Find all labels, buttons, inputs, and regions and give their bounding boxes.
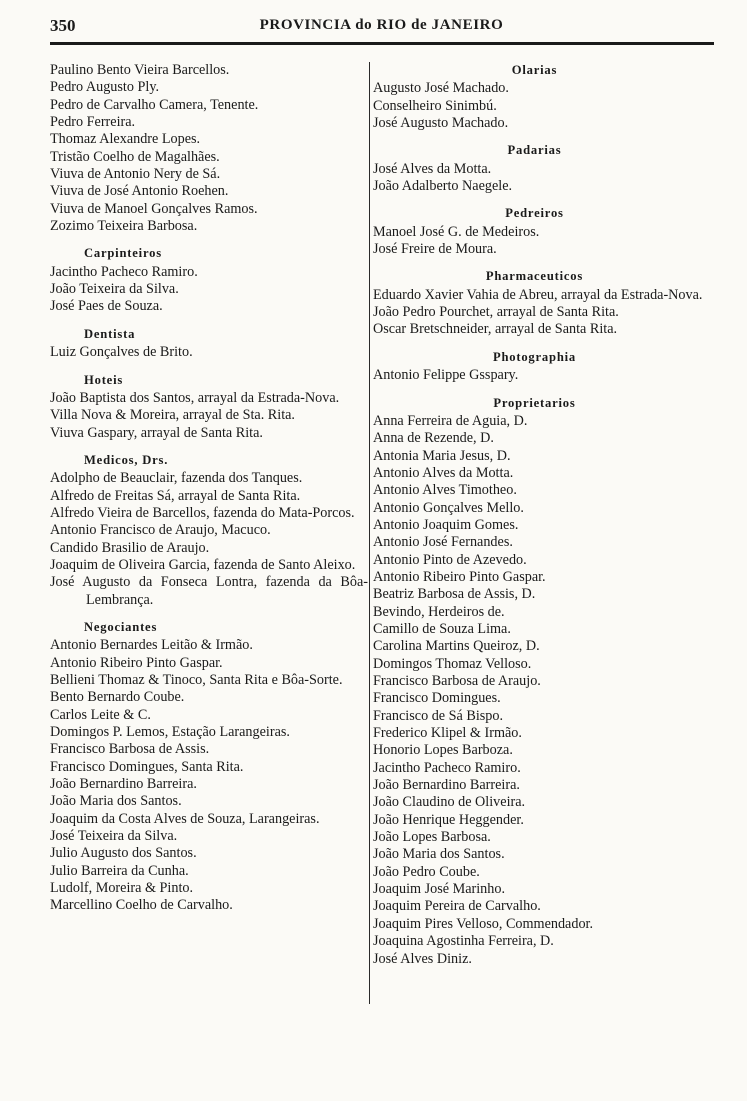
- section-negociantes: [50, 619, 368, 915]
- list-item: Thomaz Alexandre Lopes.: [50, 131, 201, 148]
- list-item: Francisco de Sá Bispo.: [373, 707, 504, 724]
- list-item: Luiz Gonçalves de Brito.: [50, 344, 193, 361]
- list-item: João Claudino de Oliveira.: [373, 794, 526, 811]
- section-pedreiros: [373, 205, 716, 258]
- list-item: Honorio Lopes Barboza.: [373, 742, 513, 759]
- list-item: Francisco Domingues, Santa Rita.: [50, 758, 244, 775]
- list-item: Manoel José G. de Medeiros.: [373, 223, 540, 240]
- list-item: João Lopes Barbosa.: [373, 829, 491, 846]
- page-header: [50, 14, 713, 40]
- section-proprietarios: [373, 395, 716, 968]
- section-heading: Photographia: [492, 349, 577, 364]
- list-item: Villa Nova & Moreira, arrayal de Sta. Rita.: [50, 407, 295, 424]
- list-item: Bellieni Thomaz & Tinoco, Santa Rita e Bôa-Sorte.: [50, 672, 343, 688]
- list-item: Pedro Ferreira.: [50, 114, 136, 131]
- list-item: Antonia Maria Jesus, D.: [373, 447, 511, 464]
- list-item: José Teixeira da Silva.: [50, 828, 178, 845]
- section-medicos: [50, 452, 368, 609]
- list-item: João Maria dos Santos.: [50, 793, 182, 810]
- list-item: Antonio Ribeiro Pinto Gaspar.: [373, 568, 546, 585]
- list-item: Paulino Bento Vieira Barcellos.: [50, 62, 230, 78]
- list-item: Oscar Bretschneider, arrayal de Santa Rita.: [373, 321, 618, 338]
- left-column: [50, 62, 368, 915]
- list-item: Zozimo Teixeira Barbosa.: [50, 218, 198, 235]
- list-item: Viuva de José Antonio Roehen.: [50, 183, 229, 200]
- section-carpinteiros: [50, 245, 368, 315]
- list-item: José Freire de Moura.: [373, 241, 497, 258]
- column-divider: [369, 62, 370, 1004]
- list-item: Antonio Ribeiro Pinto Gaspar.: [50, 654, 223, 671]
- list-item: Julio Augusto dos Santos.: [50, 845, 197, 862]
- list-item: Antonio Alves Timotheo.: [373, 482, 517, 499]
- list-item: Candido Brasilio de Araujo.: [50, 539, 210, 556]
- list-item: Jacintho Pacheco Ramiro.: [50, 263, 198, 280]
- list-item: Francisco Domingues.: [373, 690, 501, 707]
- list-item: João Adalberto Naegele.: [373, 178, 513, 195]
- list-item: Anna Ferreira de Aguia, D.: [373, 412, 528, 429]
- list-item: Antonio José Fernandes.: [373, 534, 513, 551]
- list-item: João Teixeira da Silva.: [50, 281, 179, 298]
- section-heading: Medicos, Drs.: [84, 452, 169, 467]
- section-heading: Carpinteiros: [84, 246, 162, 261]
- list-item: Francisco Barbosa de Araujo.: [373, 673, 541, 689]
- list-item: Anna de Rezende, D.: [373, 430, 494, 447]
- list-item: João Pedro Coube.: [373, 863, 480, 880]
- list-item: José Alves da Motta.: [373, 160, 492, 177]
- list-item: José Augusto Machado.: [373, 115, 509, 132]
- list-item: Bento Bernardo Coube.: [50, 689, 185, 706]
- list-item: Antonio Bernardes Leitão & Irmão.: [50, 637, 253, 654]
- list-item: João Pedro Pourchet, arrayal de Santa Rita.: [373, 304, 619, 321]
- page-number: 350: [50, 16, 76, 35]
- list-item: José Alves Diniz.: [373, 950, 472, 967]
- list-item: Joaquim de Oliveira Garcia, fazenda de Santo Aleixo.: [50, 556, 356, 573]
- right-column: [373, 62, 716, 968]
- list-item: Joaquina Agostinha Ferreira, D.: [373, 933, 554, 950]
- list-item: Antonio Francisco de Araujo, Macuco.: [50, 522, 271, 539]
- list-item: Camillo de Souza Lima.: [373, 620, 511, 637]
- list-item: João Maria dos Santos.: [373, 846, 505, 863]
- list-item: Joaquim da Costa Alves de Souza, Larangeiras.: [50, 810, 320, 827]
- list-item: Carolina Martins Queiroz, D.: [373, 638, 540, 655]
- section-pharmaceuticos: [373, 268, 716, 338]
- list-item: Alfredo Vieira de Barcellos, fazenda do Mata-Porcos.: [50, 504, 355, 521]
- list-item: João Henrique Heggender.: [373, 811, 524, 828]
- list-item: Carlos Leite & C.: [50, 706, 151, 723]
- list-item: Joaquim Pereira de Carvalho.: [373, 898, 541, 915]
- section-heading: Padarias: [507, 143, 562, 158]
- list-item: Joaquim José Marinho.: [373, 881, 506, 898]
- list-item: Adolpho de Beauclair, fazenda dos Tanques.: [50, 470, 303, 487]
- list-item: Antonio Joaquim Gomes.: [373, 516, 519, 533]
- list-item: Francisco Barbosa de Assis.: [50, 741, 210, 758]
- list-item: Viuva Gaspary, arrayal de Santa Rita.: [50, 424, 263, 441]
- list-item: José Augusto da Fonseca Lontra, fazenda da Bôa-Lembrança.: [50, 574, 368, 608]
- list-item: João Baptista dos Santos, arrayal da Estrada-Nova.: [50, 389, 340, 406]
- section-heading: Dentista: [84, 326, 136, 341]
- section-padarias: [373, 142, 716, 195]
- list-item: Antonio Felippe Gsspary.: [373, 367, 519, 384]
- list-item: Domingos Thomaz Velloso.: [373, 655, 532, 672]
- list-item: Frederico Klipel & Irmão.: [373, 725, 522, 742]
- continued-entries: [50, 62, 368, 235]
- list-item: Joaquim Pires Velloso, Commendador.: [373, 915, 594, 932]
- list-item: Conselheiro Sinimbú.: [373, 97, 497, 114]
- section-heading: Hoteis: [84, 372, 124, 387]
- list-item: Ludolf, Moreira & Pinto.: [50, 880, 194, 897]
- list-item: Viuva de Antonio Nery de Sá.: [50, 166, 221, 183]
- section-olarias: [373, 62, 716, 132]
- list-item: Alfredo de Freitas Sá, arrayal de Santa Rita.: [50, 487, 301, 504]
- list-item: Eduardo Xavier Vahia de Abreu, arrayal da Estrada-Nova.: [373, 286, 703, 303]
- list-item: Viuva de Manoel Gonçalves Ramos.: [50, 200, 258, 217]
- list-item: Beatriz Barbosa de Assis, D.: [373, 586, 536, 603]
- section-heading: Olarias: [511, 63, 558, 77]
- list-item: Tristão Coelho de Magalhães.: [50, 148, 220, 165]
- list-item: Julio Barreira da Cunha.: [50, 862, 189, 879]
- running-title: PROVINCIA do RIO de JANEIRO: [259, 17, 504, 33]
- section-heading: Negociantes: [84, 619, 158, 634]
- list-item: José Paes de Souza.: [50, 298, 163, 315]
- list-item: Augusto José Machado.: [373, 80, 509, 97]
- section-hoteis: [50, 372, 368, 442]
- section-dentista: [50, 326, 368, 362]
- list-item: Marcellino Coelho de Carvalho.: [50, 897, 233, 914]
- list-item: Antonio Gonçalves Mello.: [373, 499, 524, 516]
- list-item: João Bernardino Barreira.: [50, 776, 197, 793]
- list-item: Jacintho Pacheco Ramiro.: [373, 759, 521, 776]
- list-item: Pedro Augusto Ply.: [50, 79, 160, 96]
- section-heading: Pharmaceuticos: [485, 269, 584, 284]
- header-rule: [50, 42, 714, 45]
- list-item: Antonio Alves da Motta.: [373, 464, 514, 481]
- section-heading: Pedreiros: [505, 206, 564, 221]
- list-item: Domingos P. Lemos, Estação Larangeiras.: [50, 724, 290, 741]
- list-item: Pedro de Carvalho Camera, Tenente.: [50, 96, 259, 113]
- section-photographia: [373, 349, 716, 385]
- section-heading: Proprietarios: [493, 395, 576, 410]
- list-item: Antonio Pinto de Azevedo.: [373, 551, 527, 568]
- list-item: João Bernardino Barreira.: [373, 777, 520, 794]
- list-item: Bevindo, Herdeiros de.: [373, 603, 505, 620]
